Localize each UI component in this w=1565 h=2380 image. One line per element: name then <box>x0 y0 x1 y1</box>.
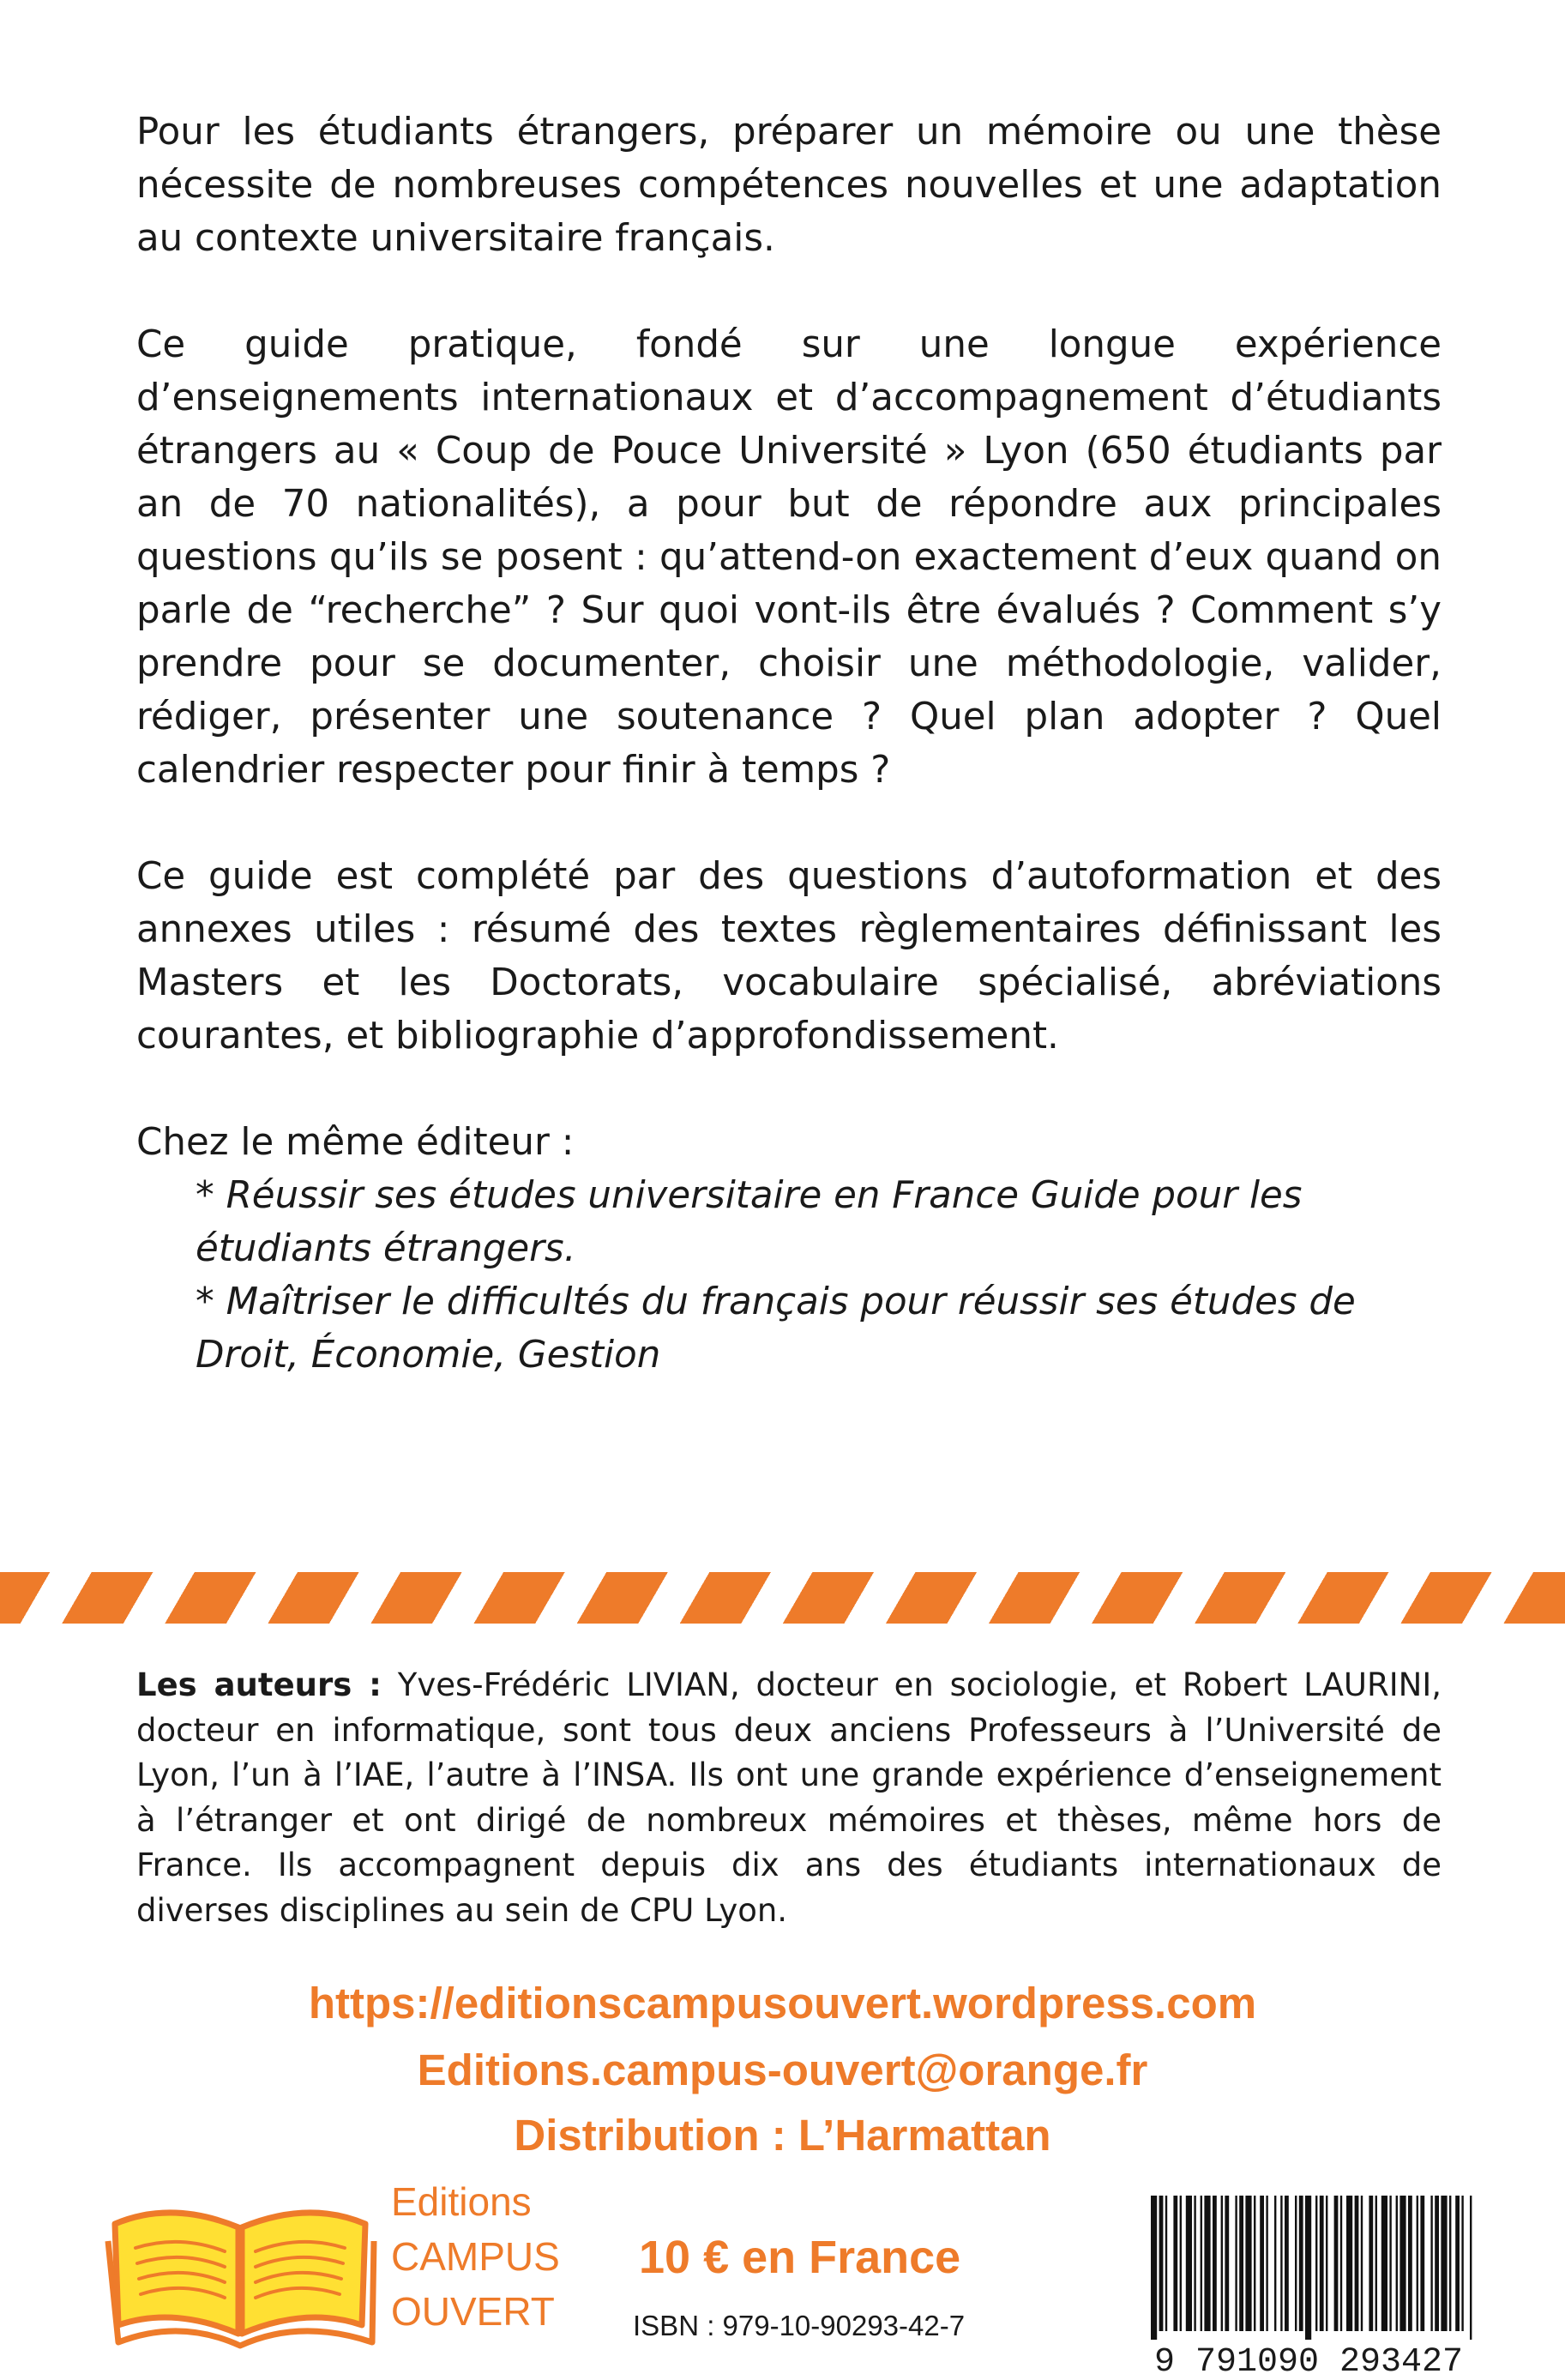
barcode-bar <box>1441 2196 1447 2331</box>
barcode-bar <box>1165 2196 1167 2331</box>
orange-stripe-divider <box>0 1572 1565 1624</box>
barcode-bar <box>1260 2196 1264 2331</box>
barcode-bar <box>1396 2196 1398 2331</box>
publisher-name <box>391 2174 560 2339</box>
barcode-bar <box>1204 2196 1210 2331</box>
barcode-bar <box>1381 2196 1387 2331</box>
barcode-bar <box>1305 2196 1311 2340</box>
barcode-bar <box>1346 2196 1352 2331</box>
barcode-bar <box>1239 2196 1243 2331</box>
barcode-bar <box>1274 2196 1276 2331</box>
barcode-bar <box>1299 2196 1303 2331</box>
barcode-bar <box>1340 2196 1342 2331</box>
barcode-bar <box>1180 2196 1182 2331</box>
publisher-line-2: CAMPUS <box>391 2234 560 2279</box>
barcode-bar <box>1389 2196 1391 2331</box>
barcode-bar <box>1449 2196 1451 2331</box>
barcode-bar <box>1430 2196 1432 2331</box>
barcode-bar <box>1285 2196 1289 2331</box>
barcode-bar <box>1315 2196 1317 2331</box>
barcode-bar <box>1361 2196 1363 2331</box>
barcode-bar <box>1375 2196 1377 2331</box>
barcode-bar <box>1221 2196 1223 2331</box>
barcode-bar <box>1470 2196 1472 2340</box>
email-link[interactable]: Editions.campus-ouvert@orange.fr <box>417 2046 1148 2094</box>
open-book-icon <box>103 2174 377 2354</box>
barcode-bar <box>1355 2196 1359 2331</box>
barcode-bar <box>1213 2196 1217 2331</box>
barcode-bars <box>1151 2196 1472 2340</box>
isbn-label: ISBN : 979-10-90293-42-7 <box>633 2310 966 2341</box>
barcode-bar <box>1194 2196 1195 2331</box>
related-title-1: * Réussir ses études universitaire en France Guide pour les étudiants étrangers. <box>196 1174 1303 1270</box>
barcode-bar <box>1320 2196 1324 2331</box>
intro-paragraph: Pour les étudiants étrangers, préparer un mémoire ou une thèse nécessite de nombreuses compétences nouvelles et une adaptation au contexte universitaire français. <box>136 111 1442 260</box>
barcode-bar <box>1326 2196 1327 2331</box>
related-title-2: * Maîtriser le difficultés du français pour réussir ses études de Droit, Économie, Gestion <box>196 1280 1356 1377</box>
barcode-bar <box>1235 2196 1237 2331</box>
barcode-bar <box>1280 2196 1282 2331</box>
barcode-bar <box>1225 2196 1229 2331</box>
website-link[interactable]: https://editionscampusouvert.wordpress.com <box>308 1979 1257 2028</box>
price-label: 10 € en France <box>639 2232 961 2283</box>
guide-description-paragraph: Ce guide pratique, fondé sur une longue expérience d’enseignements internationaux et d’accompagnement d’étudiants étrangers au « Coup de Pouce Université » Lyon (650 étudiants par an de 70 nationalités), a pour but de répondre aux principales questions qu’ils se posent : qu’attend-on exactement d’eux quand on parle de “recherche” ? Sur quoi vont-ils être évalués ? Comment s’y prendre pour se documenter, choisir une méthodologie, valider, rédiger, présenter une soutenance ? Quel plan adopter ? Quel calendrier respecter pour finir à temps ? <box>136 323 1442 792</box>
publisher-line-3: OUVERT <box>391 2289 555 2334</box>
barcode-bar <box>1408 2196 1412 2331</box>
barcode-bar <box>1417 2196 1418 2331</box>
barcode-bar <box>1159 2196 1164 2331</box>
barcode-bar <box>1399 2196 1405 2331</box>
barcode-bar <box>1420 2196 1424 2331</box>
authors-text: Yves-Frédéric LIVIAN, docteur en sociologie, et Robert LAURINI, docteur en informatique, sont tous deux anciens Professeurs à l’Université de Lyon, l’un à l’IAE, l’autre à l’INSA. Ils ont une grande expérience d’enseignement à l’étranger et ont dirigé de nombreux mémoires et thèses, même hors de France. Ils accompagnent depuis dix ans des étudiants internationaux de diverses disciplines au sein de CPU Lyon. <box>136 1666 1442 1929</box>
barcode-bar <box>1334 2196 1339 2331</box>
barcode-bar <box>1455 2196 1460 2331</box>
barcode-bar <box>1201 2196 1202 2331</box>
barcode-bar <box>1295 2196 1297 2331</box>
barcode-bar <box>1254 2196 1255 2331</box>
barcode-bar <box>1245 2196 1251 2331</box>
barcode-bar <box>1186 2196 1192 2331</box>
barcode-bar <box>1173 2196 1177 2331</box>
barcode-bar <box>1369 2196 1373 2331</box>
authors-paragraph <box>136 1663 1442 1933</box>
distribution-label: Distribution : L’Harmattan <box>514 2111 1051 2160</box>
same-publisher-heading: Chez le même éditeur : <box>136 1121 575 1164</box>
publisher-line-1: Editions <box>391 2179 532 2224</box>
barcode-digits: 9 791090 293427 <box>1153 2343 1464 2376</box>
barcode-bar <box>1151 2196 1157 2340</box>
barcode-bar <box>1461 2196 1463 2331</box>
authors-label: Les auteurs : <box>136 1666 382 1703</box>
barcode-bar <box>1266 2196 1267 2331</box>
isbn-barcode <box>1129 2194 1489 2376</box>
barcode-bar <box>1435 2196 1439 2331</box>
guide-complement-paragraph: Ce guide est complété par des questions d’autoformation et des annexes utiles : résumé des textes règlementaires définissant les Masters et les Doctorats, vocabulaire spécialisé, abréviations courantes, et bibliographie d’approfondissement. <box>136 855 1442 1057</box>
